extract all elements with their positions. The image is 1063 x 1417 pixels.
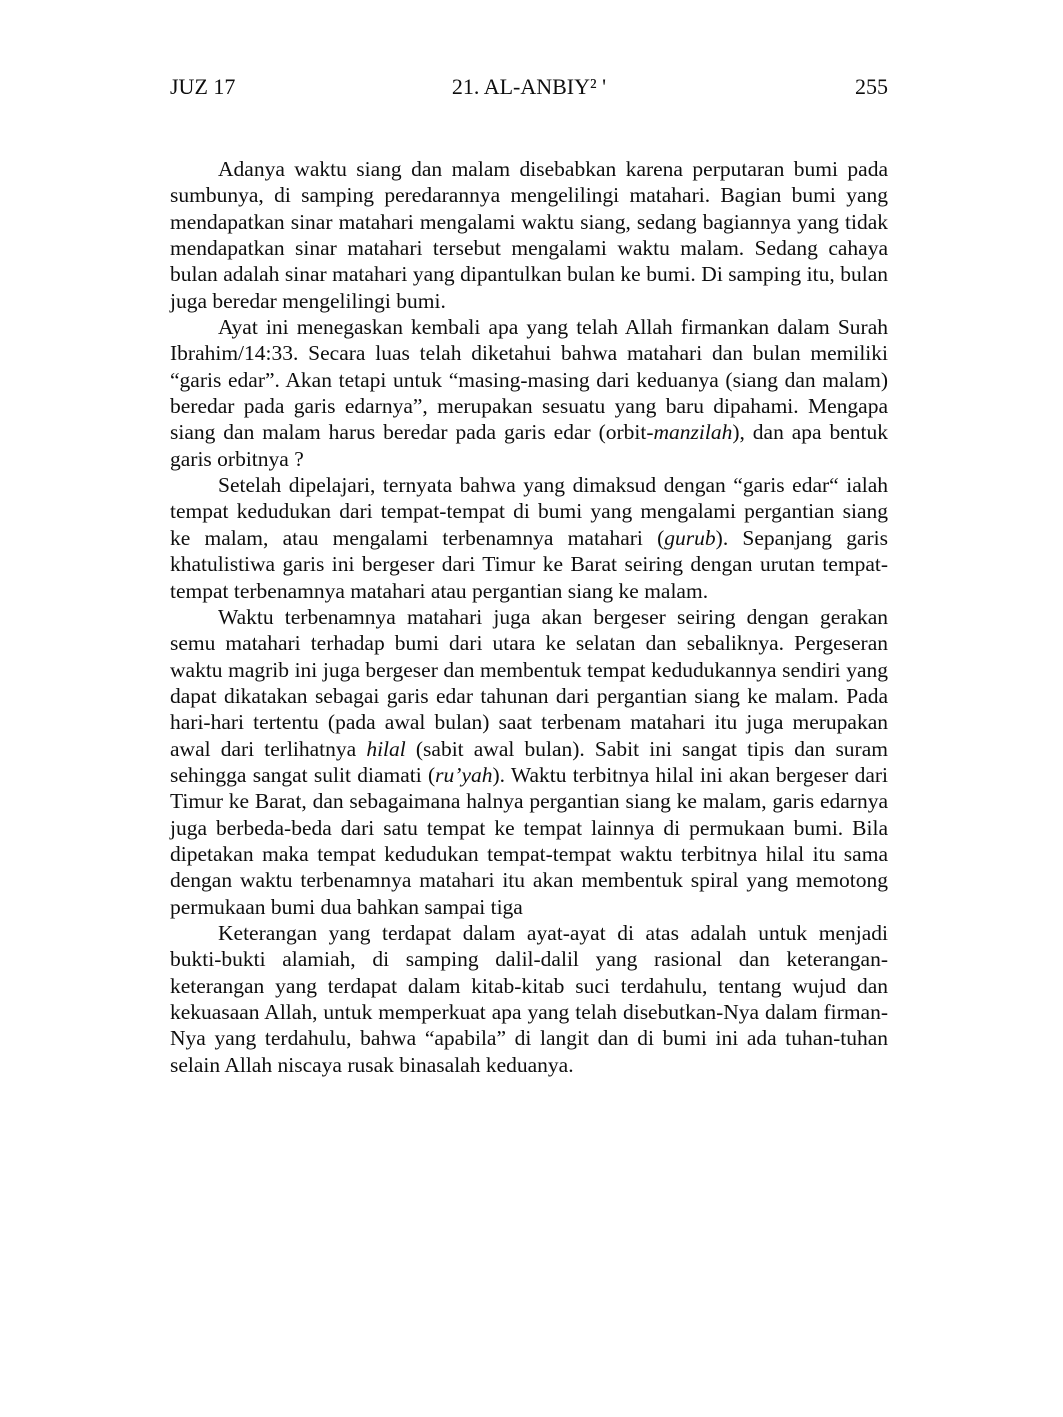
text-run: Setelah dipelajari, ternyata bahwa yang dimaksud dengan “garis edar“ ialah tempat kedudukan dari tempat-tempat di bumi yang mengalami pergantian siang ke malam, atau mengalami terbenamnya matahari ( xyxy=(170,473,888,550)
text-run-italic: hilal xyxy=(366,736,406,761)
text-run: Waktu terbenamnya matahari juga akan bergeser seiring dengan gerakan semu matahari terhadap bumi dari utara ke selatan dan sebaliknya. Pergeseran waktu magrib ini juga bergeser dan membentuk tempat kedudukannya sendiri yang dapat dikatakan sebagai garis edar tahunan dari pergantian siang ke malam. Pada hari-hari tertentu (pada awal bulan) saat terbenam matahari itu juga merupakan awal dari terlihatnya xyxy=(170,604,888,761)
paragraph xyxy=(170,920,888,1078)
text-run: Adanya waktu siang dan malam disebabkan karena perputaran bumi pada sumbunya, di samping peredarannya mengelilingi matahari. Bagian bumi yang mendapatkan sinar matahari mengalami waktu siang, sedang bagiannya yang tidak mendapatkan sinar matahari tersebut mengalami waktu malam. Sedang cahaya bulan adalah sinar matahari yang dipantulkan bulan ke bumi. Di samping itu, bulan juga beredar mengelilingi bumi. xyxy=(170,157,888,313)
paragraph xyxy=(170,472,888,604)
text-run: Ayat ini menegaskan kembali apa yang telah Allah firmankan dalam Surah Ibrahim/14:33. Secara luas telah diketahui bahwa matahari dan bulan memiliki “garis edar”. Akan tetapi untuk “masing-masing dari keduanya (siang dan malam) beredar pada garis edarnya”, merupakan sesuatu yang baru dipahami. Mengapa siang dan malam harus beredar pada garis edar (orbit- xyxy=(170,315,888,445)
paragraph xyxy=(170,314,888,472)
text-run-italic: gurub xyxy=(664,525,716,550)
text-run: (sabit awal bulan). Sabit ini sangat tipis dan suram sehingga sangat sulit diamati ( xyxy=(170,736,888,787)
text-run: Keterangan yang terdapat dalam ayat-ayat di atas adalah untuk menjadi bukti-bukti alamiah, di samping dalil-dalil yang rasional dan keterangan-keterangan yang terdapat dalam kitab-kitab suci terdahulu, tentang wujud dan kekuasaan Allah, untuk memperkuat apa yang telah disebutkan-Nya dalam firman-Nya yang terdahulu, bahwa “apabila” di langit dan di bumi ini ada tuhan-tuhan selain Allah niscaya rusak binasalah keduanya. xyxy=(170,920,888,1077)
document-body xyxy=(170,156,888,1078)
paragraph xyxy=(170,156,888,314)
paragraph xyxy=(170,604,888,920)
text-run-italic: manzilah xyxy=(653,420,733,445)
text-run: ), dan apa bentuk garis orbitnya ? xyxy=(170,420,888,471)
juz-label: JUZ 17 xyxy=(170,74,236,99)
surah-title: 21. AL-ANBIY² ' xyxy=(451,74,607,99)
text-run: ). Waktu terbitnya hilal ini akan bergeser dari Timur ke Barat, dan sebagaimana halnya pergantian siang ke malam, garis edarnya juga berbeda-beda dari satu tempat ke tempat lainnya di permukaan bumi. Bila dipetakan maka tempat kedudukan tempat-tempat waktu terbitnya hilal itu sama dengan waktu terbenamnya matahari itu akan membentuk spiral yang memotong permukaan bumi dua bahkan sampai tiga xyxy=(170,762,888,919)
page-header xyxy=(170,74,888,100)
text-run-italic: ru’yah xyxy=(435,762,493,787)
text-run: ). Sepanjang garis khatulistiwa garis ini bergeser dari Timur ke Barat seiring dengan urutan tempat-tempat terbenamnya matahari atau pergantian siang ke malam. xyxy=(170,525,888,603)
page-number: 255 xyxy=(855,74,888,99)
